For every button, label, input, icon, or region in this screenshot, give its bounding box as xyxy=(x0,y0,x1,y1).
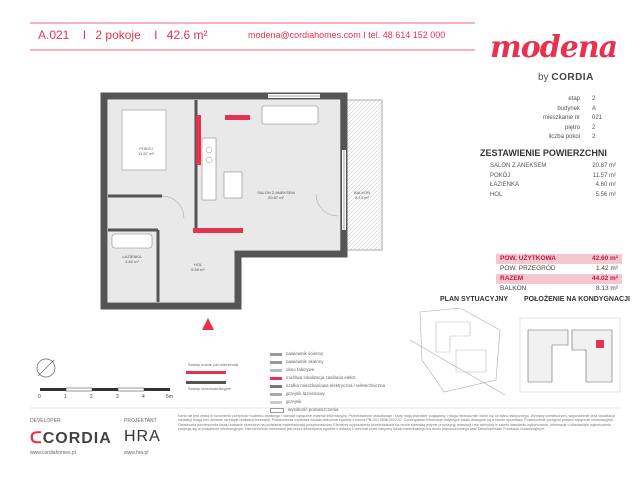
room-label: SALON Z ANEKSEM xyxy=(257,190,295,195)
info-value: 2 xyxy=(592,96,596,102)
legend-text: szafka mieszkaniowa elektryczna / teletechniczna xyxy=(286,383,386,388)
info-label: piętro xyxy=(564,124,580,131)
legend-text: możliwa lokalizacja zasilania elektr. xyxy=(286,375,357,380)
sofa-icon xyxy=(262,106,318,124)
bathtub-icon xyxy=(112,234,152,248)
room-name: HOL xyxy=(490,191,503,198)
partitions-label: POW. PRZEGRÓD xyxy=(500,265,556,272)
byline-company: CORDIA xyxy=(551,72,594,83)
load-bearing-wall-3 xyxy=(225,115,250,120)
cordia-mark-icon: ᑕ xyxy=(30,430,43,447)
info-label: mieszkanie nr xyxy=(542,115,580,122)
info-value: A xyxy=(592,105,597,112)
legend-item xyxy=(270,374,385,382)
partitions-value: 1.42 m² xyxy=(595,265,618,272)
header-separator-2: I xyxy=(154,28,158,42)
summary-title: ZESTAWIENIE POWIERZCHNI xyxy=(480,148,607,158)
legend-loadbearing-label: Ściany nośne (do wierzenia) xyxy=(188,362,239,367)
legend-text: grzejnik xyxy=(286,399,302,404)
cordia-logo xyxy=(30,428,112,448)
entrance-marker-icon xyxy=(202,318,214,330)
floor-position-title: POŁOŻENIE NA KONDYGNACJI xyxy=(524,296,630,303)
situation-plan-title: PLAN SYTUACYJNY xyxy=(440,296,509,303)
cordia-logo-text: CORDIA xyxy=(42,430,112,447)
legend-text: okno fałszywe xyxy=(286,367,315,372)
usable-value: 42.60 m² xyxy=(591,255,618,262)
room-label-area: 5.56 m² xyxy=(191,267,205,272)
legend-item xyxy=(270,358,385,366)
room-label: BALKON xyxy=(353,190,371,195)
modena-logo: modena xyxy=(490,30,618,65)
info-value: 2 xyxy=(592,124,596,131)
usable-label: POW. UŻYTKOWA xyxy=(500,255,556,262)
apartment-code: A.021 xyxy=(38,28,70,42)
floor-position-map xyxy=(520,318,620,392)
legend-item xyxy=(270,390,385,398)
room-label-area: 20.87 m² xyxy=(268,195,284,200)
total-label: RAZEM xyxy=(500,275,524,282)
label-salon xyxy=(246,190,306,200)
label-balkon xyxy=(344,190,380,200)
developer-label: DEVELOPER xyxy=(30,418,61,424)
project-label: PROJEKTANT xyxy=(124,418,157,424)
legend-item xyxy=(270,350,385,358)
room-area: 5.56 m² xyxy=(595,191,616,198)
apartment-area: 42.6 m² xyxy=(166,28,208,42)
scale-tick: 4 xyxy=(142,394,145,400)
balcony-value: 8.13 m² xyxy=(595,285,618,292)
bed-icon xyxy=(122,110,166,170)
room-label: POKÓJ xyxy=(139,146,153,151)
scale-tick: 1 xyxy=(64,394,67,400)
info-value: 021 xyxy=(592,115,603,122)
room-label-area: 8.13 m² xyxy=(355,195,369,200)
legend-text: wysokość pomieszczenia xyxy=(288,407,339,412)
project-url[interactable]: www.hra.pl xyxy=(124,450,149,456)
load-bearing-wall-1 xyxy=(196,115,201,165)
apartment-rooms: 2 pokoje xyxy=(95,28,141,42)
dining-table-icon xyxy=(224,172,242,198)
developer-url[interactable]: www.cordiahomes.pl xyxy=(30,450,76,456)
scale-tick: 5m xyxy=(166,394,173,400)
legend-item xyxy=(270,398,385,406)
room-area: 4.60 m² xyxy=(595,182,616,188)
info-label: etap xyxy=(568,96,580,102)
kitchen-counter xyxy=(202,138,216,200)
room-area: 11.57 m² xyxy=(592,172,616,179)
info-label: budynek xyxy=(557,105,580,112)
disclaimer: Karta nie jest ofertą w rozumieniu przepisów Kodeksu cywilnego i stanowi wyłącznie materiał informacyjny. Przedstawione wizualizacje i rzuty mają charakter poglądowy i mogą nieznacznie różnić się od stanu faktycznego. Wymiary pomieszczeń, wyposażenie oraz lokalizacja instalacji mogą ulec zmianie na etapie realizacji inwestycji. Powierzchnia użytkowa została obliczona zgodnie z normą PN-ISO 9836:2022-07. Szczegółowe informacje dotyczące lokalu dostępne są w biurze sprzedaży. Powierzchnie przegród podano wyłącznie informacyjnie. Ostateczna powierzchnia lokalu zostanie określona na podstawie inwentaryzacji powykonawczej. Elementy wyposażenia przedstawione na rzucie stanowią jedynie propozycję aranżacji i nie wchodzą w zakres standardu wykończenia. Informacje o standardzie wykończenia znajdują się w prospekcie informacyjnym. Nieruchomość oferowana jest przez dewelopera zgodnie z ustawą o ochronie praw nabywcy lokalu mieszkalnego lub domu jednorodzinnego oraz Deweloperskim Funduszu Gwarancyjnym. xyxy=(178,414,615,432)
byline-by: by xyxy=(538,72,549,83)
legend xyxy=(270,350,385,414)
legend-item xyxy=(270,382,385,390)
room-label: ŁAZIENKA xyxy=(122,254,142,259)
legend-item xyxy=(270,366,385,374)
legend-nonstructural-label: Ściany niekonstrukcyjne xyxy=(188,386,231,391)
scale-tick: 0 xyxy=(38,394,41,400)
legend-text: nawiewnik okienny xyxy=(286,359,324,364)
legend-text: grzejnik łazienkowy xyxy=(286,391,325,396)
total-value: 44.02 m² xyxy=(591,275,618,282)
scale-tick: 2 xyxy=(90,394,93,400)
label-hol xyxy=(180,262,216,272)
room-label-area: 11.57 m² xyxy=(138,151,154,156)
room-name: ŁAZIENKA xyxy=(490,182,520,188)
info-label: liczba pokoi xyxy=(548,134,580,141)
room-area: 20.87 m² xyxy=(592,163,616,169)
header-separator: I xyxy=(82,28,87,42)
contact-info: modena@cordiahomes.com I tel. 48 614 152 000 xyxy=(248,30,446,40)
load-bearing-wall-2 xyxy=(193,228,243,233)
compass-needle xyxy=(38,360,54,376)
room-label: HOL xyxy=(193,262,203,267)
legend-swatch-nonstructural xyxy=(186,381,226,384)
label-lazienka xyxy=(112,254,152,264)
label-pokoj xyxy=(126,146,166,156)
legend-item xyxy=(270,406,385,414)
room-name: SALON Z ANEKSEM xyxy=(490,163,547,169)
room-name: POKÓJ xyxy=(490,172,511,179)
legend-swatch-loadbearing xyxy=(186,371,226,374)
scale-tick: 3 xyxy=(116,394,119,400)
site-plan-map xyxy=(410,308,505,395)
info-value: 2 xyxy=(592,134,596,141)
scale-bar xyxy=(40,388,170,391)
room-label-area: 4.60 m² xyxy=(125,259,139,264)
legend-text: nawiewnik ścienny xyxy=(286,351,324,356)
balcony-label: BALKON xyxy=(500,285,527,292)
hra-logo: HRA xyxy=(124,428,161,445)
